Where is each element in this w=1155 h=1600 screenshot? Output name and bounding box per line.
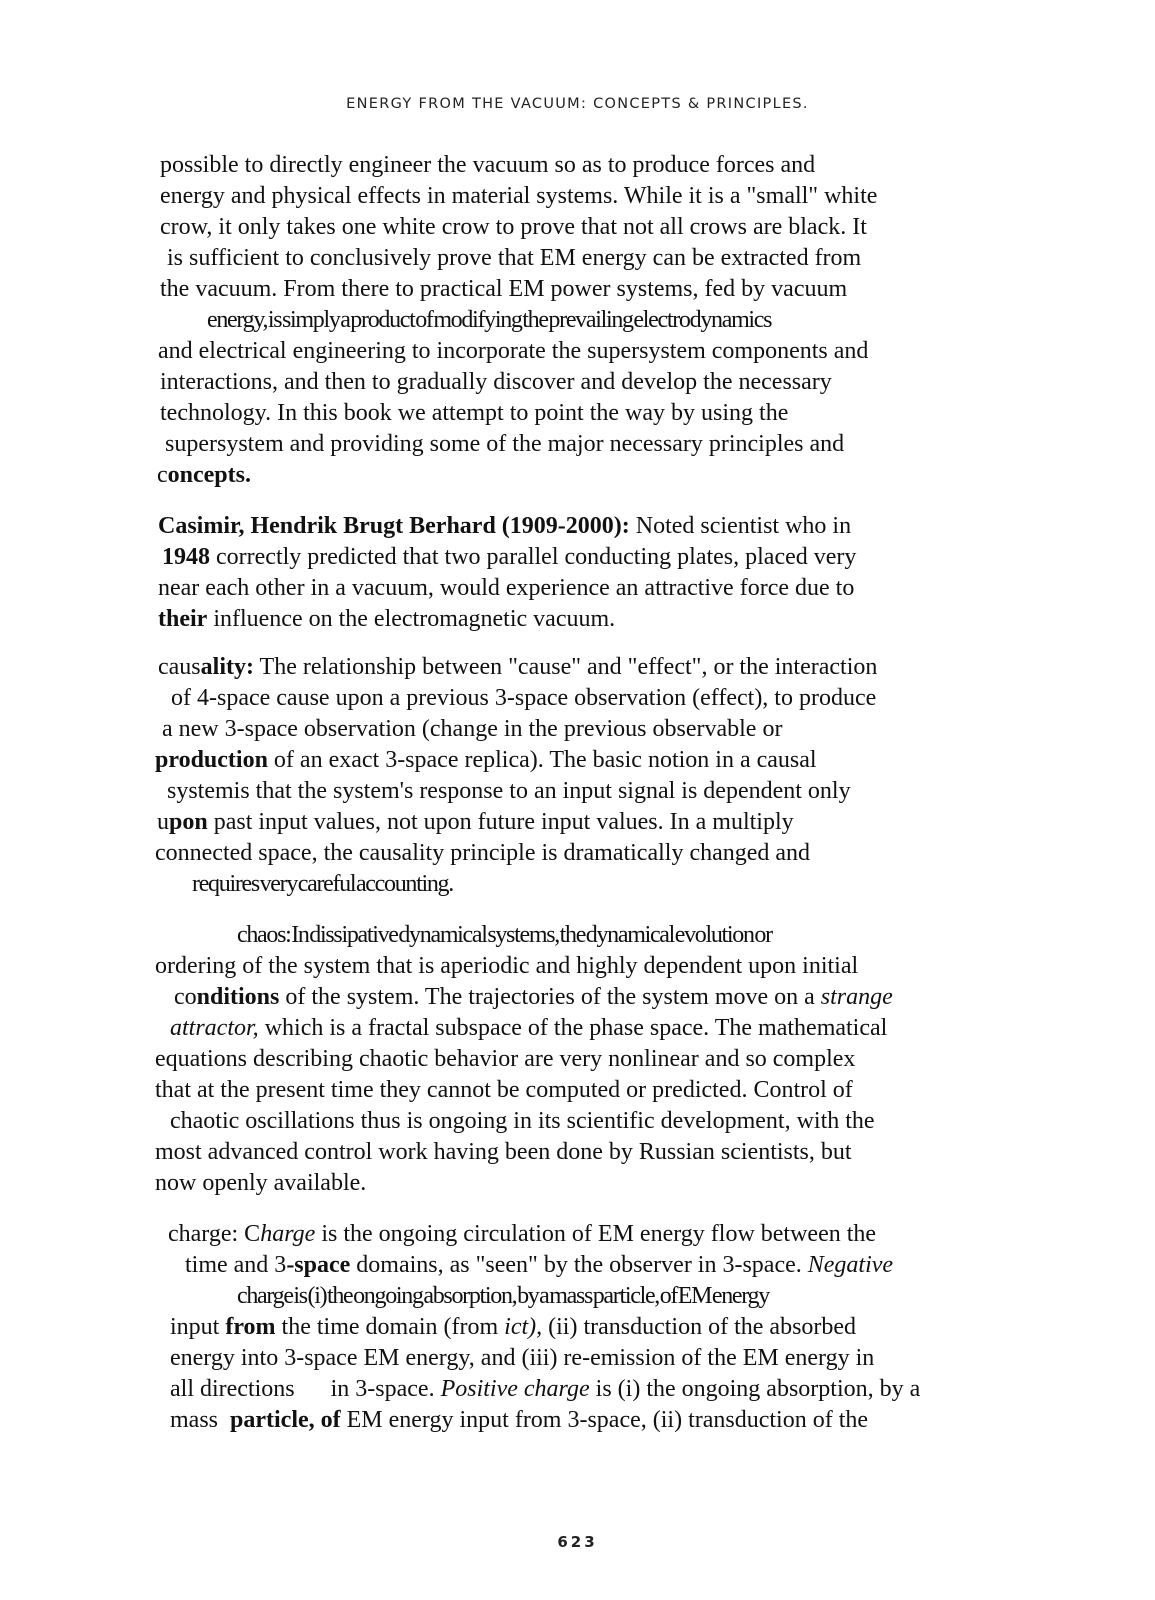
text-line: most advanced control work having been done by Russian scientists, but xyxy=(155,1139,852,1165)
text-line xyxy=(158,652,877,682)
text-run: is (i) the ongoing absorption, by a xyxy=(589,1376,921,1402)
text-line xyxy=(170,1013,887,1043)
page-number: 623 xyxy=(557,1533,598,1551)
entry-term: Casimir, Hendrik Brugt Berhard (1909-2000): xyxy=(158,513,630,539)
text-line xyxy=(158,604,615,634)
text-line: chaotic oscillations thus is ongoing in its scientific development, with the xyxy=(170,1108,875,1134)
text-line: that at the present time they cannot be computed or predicted. Control of xyxy=(155,1077,853,1103)
text-line xyxy=(157,807,794,837)
text-run: which is a fractal subspace of the phase space. The mathematical xyxy=(258,1015,888,1041)
italic-text: strange xyxy=(820,984,893,1010)
text-line xyxy=(174,982,893,1012)
text-run: co xyxy=(174,984,197,1010)
bold-text: nditions xyxy=(196,984,280,1010)
bold-text: 1948 xyxy=(162,544,210,570)
text-line: connected space, the causality principle is dramatically changed and xyxy=(155,840,811,866)
italic-text: ict), xyxy=(504,1314,543,1340)
bold-text: production xyxy=(155,747,268,773)
text-line: systemis that the system's response to an input signal is dependent only xyxy=(167,778,851,804)
italic-text: Positive charge xyxy=(440,1376,590,1402)
text-line: charge is (i) the ongoing absorption, by a mass particle, of EM energy xyxy=(237,1283,769,1309)
text-run: influence on the electromagnetic vacuum. xyxy=(207,606,616,632)
text-line xyxy=(185,1250,893,1280)
text-line xyxy=(155,745,817,775)
text-line: technology. In this book we attempt to point the way by using the xyxy=(160,400,789,426)
italic-text: Negative xyxy=(807,1252,894,1278)
text-line xyxy=(170,1312,856,1342)
text-run: c xyxy=(157,462,168,488)
text-line: possible to directly engineer the vacuum so as to produce forces and xyxy=(160,152,816,178)
italic-text: harge xyxy=(260,1221,316,1247)
bold-text: their xyxy=(158,606,208,632)
text-run: input xyxy=(170,1314,226,1340)
bold-text: oncepts. xyxy=(167,462,251,488)
text-run: The relationship between "cause" and "effect", or the interaction xyxy=(253,654,878,680)
bold-text: from xyxy=(225,1314,276,1340)
text-line: equations describing chaotic behavior are very nonlinear and so complex xyxy=(155,1046,856,1072)
text-line xyxy=(170,1374,920,1404)
text-line: chaos: In dissipative dynamical systems, the dynamical evolution or xyxy=(237,922,772,948)
text-line: energy, is simply a product of modifying the prevailing electrodynamics xyxy=(207,307,772,333)
text-run: of an exact 3-space replica). The basic notion in a causal xyxy=(267,747,817,773)
text-run: (ii) transduction of the absorbed xyxy=(542,1314,857,1340)
bold-text: ality: xyxy=(200,654,254,680)
text-run: all directions in 3-space. xyxy=(170,1376,441,1402)
text-line: of 4-space cause upon a previous 3-space observation (effect), to produce xyxy=(171,685,877,711)
text-line: near each other in a vacuum, would experience an attractive force due to xyxy=(158,575,855,601)
entry-term: charge: C xyxy=(168,1221,261,1247)
text-line: requires very careful accounting. xyxy=(192,871,453,897)
italic-text: attractor, xyxy=(170,1015,259,1041)
text-line xyxy=(162,542,856,572)
entry-term: caus xyxy=(158,654,201,680)
text-run: time and 3 xyxy=(185,1252,287,1278)
text-line: and electrical engineering to incorporate the supersystem components and xyxy=(158,338,869,364)
text-line xyxy=(158,511,851,541)
text-line: energy and physical effects in material systems. While it is a "small" white xyxy=(160,183,878,209)
text-line: supersystem and providing some of the major necessary principles and xyxy=(165,431,845,457)
text-run: Noted scientist who in xyxy=(629,513,852,539)
text-run: mass xyxy=(170,1407,230,1433)
text-line xyxy=(157,460,251,490)
bold-text: particle, of xyxy=(230,1407,341,1433)
text-line: the vacuum. From there to practical EM power systems, fed by vacuum xyxy=(160,276,848,302)
bold-text: pon xyxy=(169,809,208,835)
text-line xyxy=(170,1405,868,1435)
text-line: now openly available. xyxy=(155,1170,367,1196)
text-run: domains, as "seen" by the observer in 3-space. xyxy=(350,1252,808,1278)
text-line: interactions, and then to gradually discover and develop the necessary xyxy=(160,369,832,395)
text-line: crow, it only takes one white crow to prove that not all crows are black. It xyxy=(160,214,867,240)
text-line: is sufficient to conclusively prove that EM energy can be extracted from xyxy=(167,245,862,271)
text-run: of the system. The trajectories of the system move on a xyxy=(279,984,821,1010)
bold-text: -space xyxy=(286,1252,351,1278)
text-line: a new 3-space observation (change in the previous observable or xyxy=(162,716,783,742)
running-header: ENERGY FROM THE VACUUM: CONCEPTS & PRINCIPLES. xyxy=(346,96,809,112)
text-run: past input values, not upon future input values. In a multiply xyxy=(207,809,794,835)
text-line: ordering of the system that is aperiodic and highly dependent upon initial xyxy=(155,953,859,979)
text-run: is the ongoing circulation of EM energy flow between the xyxy=(315,1221,877,1247)
text-line: energy into 3-space EM energy, and (iii) re-emission of the EM energy in xyxy=(170,1345,875,1371)
text-run: u xyxy=(157,809,169,835)
text-run: EM energy input from 3-space, (ii) transduction of the xyxy=(340,1407,869,1433)
text-line xyxy=(168,1219,876,1249)
text-run: correctly predicted that two parallel conducting plates, placed very xyxy=(210,544,857,570)
text-run: the time domain (from xyxy=(275,1314,505,1340)
